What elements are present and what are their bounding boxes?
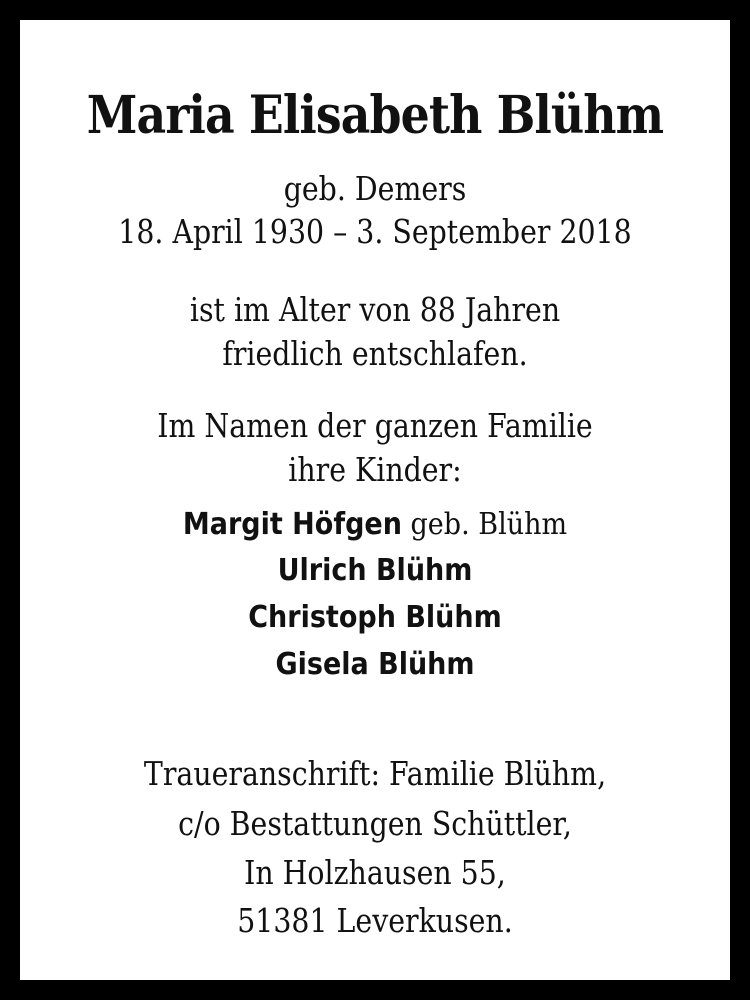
child-name-2	[56, 553, 695, 588]
child-birth-name: geb. Blühm	[401, 507, 568, 542]
child-name: Gisela Blühm	[275, 647, 475, 682]
family-intro-line-2: ihre Kinder:	[288, 450, 462, 489]
address-line-1: Traueranschrift: Familie Blühm,	[143, 754, 607, 793]
birth-name: geb. Demers	[283, 169, 467, 208]
message-line-2: friedlich entschlafen.	[222, 334, 528, 373]
child-name-4	[56, 647, 695, 682]
address-line-4: 51381 Leverkusen.	[237, 901, 513, 940]
child-name: Christoph Blühm	[248, 600, 502, 635]
child-name: Margit Höfgen	[182, 507, 402, 542]
obituary-notice	[20, 20, 730, 980]
address-line-2: c/o Bestattungen Schüttler,	[178, 804, 572, 843]
address-line-3: In Holzhausen 55,	[244, 853, 506, 892]
life-dates: 18. April 1930 – 3. September 2018	[118, 212, 632, 251]
child-name-1	[56, 507, 695, 542]
child-name-3	[56, 600, 695, 635]
child-name: Ulrich Blühm	[277, 553, 473, 588]
message-line-1: ist im Alter von 88 Jahren	[189, 290, 561, 329]
deceased-name: Maria Elisabeth Blühm	[86, 85, 664, 146]
family-intro-line-1: Im Namen der ganzen Familie	[157, 406, 593, 445]
